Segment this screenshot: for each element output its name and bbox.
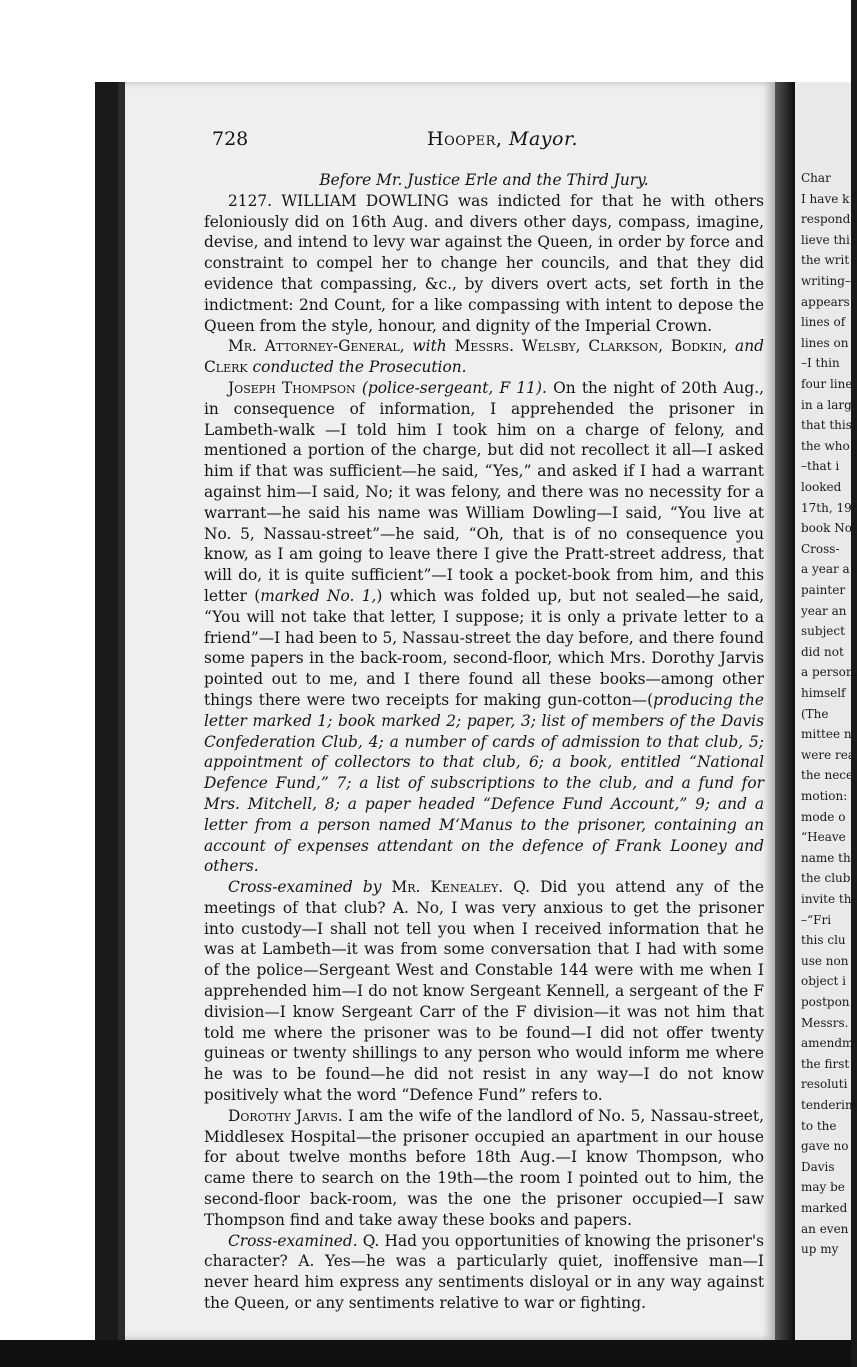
facing-page-line: responde: [801, 212, 857, 227]
indictment-paragraph: 2127. WILLIAM DOWLING was indicted for that he with others feloniously did on 16th Aug. and divers other days, compass, imagine, devise, and intend to levy war against the Queen, in order by force and constraint to compel her to change her councils, and that they did evidence that compassing, &c., by divers overt acts, set forth in the indictment: 2nd Count, for a like compassing with intent to depose the Queen from the style, honour, and dignity of the Imperial Crown.: [204, 191, 764, 335]
cross-label: Cross-examined by: [228, 878, 382, 897]
page-header: [212, 128, 752, 158]
facing-page-line: motion:: [801, 789, 848, 803]
scan-top-margin: [0, 0, 851, 82]
facing-page-line: that this: [801, 418, 852, 433]
witness-name: Dorothy Jarvis.: [228, 1106, 343, 1125]
facing-page: [795, 82, 857, 1340]
facing-page-line: the nece: [801, 768, 854, 783]
facing-page-line: marked: [801, 1201, 848, 1215]
cross-examination-2: [204, 1231, 764, 1314]
facing-page-line: were rea: [801, 747, 856, 762]
cross-label: Cross-examined.: [228, 1231, 358, 1250]
facing-page-line: (The: [801, 706, 829, 721]
facing-page-line: Messrs.: [801, 1015, 849, 1030]
facing-page-line: the first: [801, 1056, 850, 1071]
facing-page-line: writing–: [801, 274, 851, 288]
exhibit-marked: marked No. 1,: [260, 586, 377, 605]
testimony-text-continued: ) which was folded up, but not sealed—he said, “You will not take that letter, I suppose; it is only a private letter to a friend”—I had been to 5, Nassau-street the day before, and there found some papers in the back-room, second-floor, which Mrs. Dorothy Jarvis pointed out to me, and I there found all these books—among other things there were two receipts for making gun-cotton—(: [204, 586, 764, 709]
counsel-paragraph: [204, 336, 764, 378]
facing-page-line: resoluti: [801, 1077, 848, 1092]
facing-page-line: the who: [801, 438, 850, 453]
witness-name: Joseph Thompson: [228, 378, 356, 397]
running-head-name: Hooper,: [427, 128, 503, 150]
running-head: [427, 128, 578, 150]
facing-page-line: 17th, 19: [801, 500, 852, 515]
facing-page-line: object i: [801, 974, 846, 989]
facing-page-line: Char: [801, 171, 831, 185]
facing-page-line: this clu: [801, 933, 846, 948]
facing-page-line: looked: [801, 480, 842, 494]
facing-page-line: in a larg: [801, 397, 852, 412]
thompson-testimony: [204, 378, 764, 877]
page-number: 728: [212, 128, 249, 150]
cross-text: Q. Did you attend any of the meetings of that club? A. No, I was very anxious to get the prisoner into custody—I shall not tell you when I received information that he was at Lambeth—it was from some conversation that I had with some of the police—Sergeant West and Constable 144 were with me when I apprehended him—I do not know Sergeant Kennell, a sergeant of the F division—I know Sergeant Carr of the F division—it was not him that told me where the prisoner was to be found—I did not offer twenty guineas or twenty shillings to any person who would inform me where he was to be found—he did not resist in any way—I do not know positively what the word “Defence Fund” refers to.: [204, 878, 764, 1105]
facing-page-line: himself: [801, 686, 846, 700]
cross-counsel: Mr. Kenealey.: [391, 878, 504, 897]
counsel-with: with: [412, 337, 447, 356]
facing-page-line: lines of: [801, 315, 846, 330]
facing-page-line: appears: [801, 294, 850, 309]
facing-page-line: Cross-: [801, 541, 840, 556]
counsel-after: conducted the Prosecution.: [252, 358, 467, 377]
page-text: [204, 170, 764, 1314]
facing-page-line: may be: [801, 1180, 845, 1195]
running-head-role: Mayor.: [509, 128, 578, 150]
facing-page-line: an even: [801, 1221, 849, 1236]
facing-page-line: subject: [801, 624, 845, 639]
facing-page-line: Davis: [801, 1159, 835, 1174]
scan-left-margin: [0, 82, 95, 1367]
facing-page-line: mode o: [801, 809, 846, 824]
counsel-lead: Mr. Attorney-General,: [228, 337, 405, 356]
facing-page-line: the club: [801, 871, 851, 886]
cross-examination-1: [204, 877, 764, 1106]
facing-page-line: –I thin: [801, 356, 840, 371]
book-gutter: [775, 82, 795, 1340]
exhibits-list: producing the letter marked 1; book marked 2; paper, 3; list of members of the Davis Confederation Club, 4; a number of cards of admission to that club, 5; appointment of collectors to that club, 6; a book, entitled “National Defence Fund,” 7; a list of subscriptions to the club, and a fund for Mrs. Mitchell, 8; a paper headed “Defence Fund Account,” 9; and a letter from a person named M‘Manus to the prisoner, containing an account of expenses attendant on the defence of Frank Looney and others.: [204, 690, 764, 876]
facing-page-line: –“Fri: [801, 912, 832, 927]
facing-page-line: a year a: [801, 562, 850, 577]
facing-page-line: lieve thi: [801, 232, 850, 247]
facing-page-line: tenderin: [801, 1098, 853, 1112]
facing-page-line: book No: [801, 521, 852, 536]
facing-page-line: postpon: [801, 995, 850, 1009]
facing-page-line: –that i: [801, 459, 840, 474]
counsel-names: Messrs. Welsby, Clarkson, Bodkin,: [454, 337, 728, 356]
facing-page-line: up my: [801, 1242, 839, 1257]
facing-page-line: mittee n: [801, 727, 852, 742]
jarvis-testimony: [204, 1106, 764, 1231]
facing-page-line: the writ: [801, 253, 850, 268]
facing-page-line: lines on: [801, 335, 849, 350]
facing-page-line: amendm: [801, 1036, 854, 1051]
testimony-text: On the night of 20th Aug., in consequence of information, I apprehended the prisoner in Lambeth-walk —I told him I took him on a charge of felony, and mentioned a portion of the charge, but did not recollect it all—I asked him if that was sufficient—he said, “Yes,” and asked if I had a warrant against him—I said, No; it was felony, and there was no necessity for a warrant—he said his name was William Dowling—I said, “You live at No. 5, Nassau-street”—he said, “Oh, that is of no consequence you know, as I am going to leave there I give the Pratt-street address, that will do, it is quite sufficient”—I took a pocket-book from him, and this letter (: [204, 378, 764, 605]
facing-page-line: name th: [801, 850, 851, 865]
facing-page-line: gave no: [801, 1139, 849, 1154]
facing-page-line: to the: [801, 1118, 837, 1133]
scan-bottom-edge: [0, 1340, 851, 1367]
cross-text: Q. Had you opportunities of knowing the prisoner's character? A. Yes—he was a particularly quiet, inoffensive man—I never heard him express any sentiments disloyal or in any way against the Queen, or any sentiments relative to war or fighting.: [204, 1231, 764, 1313]
facing-page-line: did not: [801, 644, 844, 659]
witness-role: (police-sergeant, F 11).: [361, 378, 547, 397]
testimony-text: I am the wife of the landlord of No. 5, Nassau-street, Middlesex Hospital—the prisoner occupied an apartment in our house for about twelve months before 18th Aug.—I know Thompson, who came there to search on the 19th—the room I pointed out to him, the second-floor back-room, was the one the prisoner occupied—I saw Thompson find and take away these books and papers.: [204, 1106, 764, 1229]
counsel-and: and: [735, 337, 764, 356]
facing-page-line: I have k: [801, 191, 850, 206]
facing-page-line: four line: [801, 377, 853, 391]
facing-page-line: a person: [801, 665, 854, 680]
court-line: Before Mr. Justice Erle and the Third Jury.: [319, 171, 649, 189]
facing-page-line: year an: [801, 603, 847, 618]
facing-page-line: use non: [801, 953, 849, 968]
facing-page-line: painter: [801, 583, 846, 597]
facing-page-line: “Heave: [801, 830, 846, 845]
facing-page-line: invite th: [801, 892, 852, 906]
counsel-clerk: Clerk: [204, 358, 248, 377]
